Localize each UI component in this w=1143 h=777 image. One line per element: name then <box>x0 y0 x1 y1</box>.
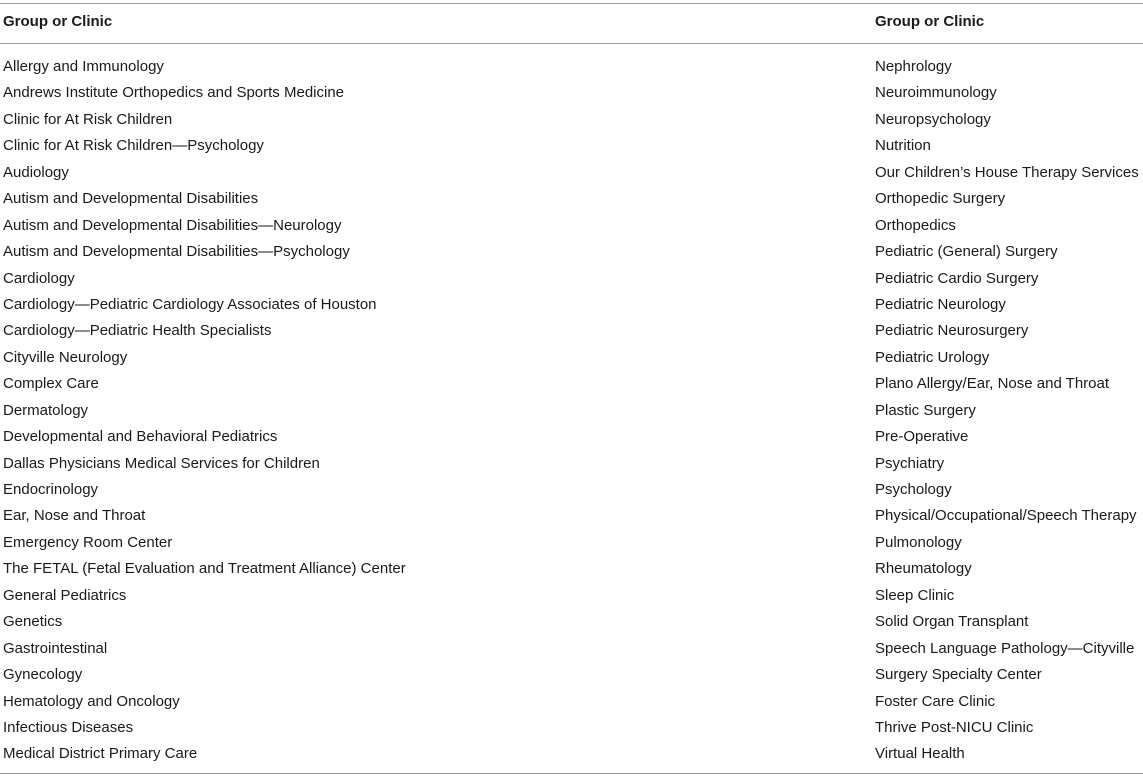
table-row <box>0 186 1143 212</box>
table-cell-col1: Dallas Physicians Medical Services for Children <box>3 454 320 472</box>
table-cell-col2: Foster Care Clinic <box>875 692 996 710</box>
table-cell-col2: Pre-Operative <box>875 428 969 446</box>
table-cell-col1: Autism and Developmental Disabilities—Psychology <box>3 243 350 261</box>
table-cell-col2: Pediatric Neurology <box>875 295 1006 313</box>
table-cell-col1: General Pediatrics <box>3 586 127 604</box>
header-divider-rule <box>0 43 1143 44</box>
table-cell-col1: Gastrointestinal <box>3 639 108 657</box>
table-cell-col2: Neuropsychology <box>875 110 991 128</box>
table-row <box>0 530 1143 556</box>
table-row <box>0 371 1143 397</box>
table-cell-col1: Developmental and Behavioral Pediatrics <box>3 428 278 446</box>
table-cell-col1: Clinic for At Risk Children <box>3 110 173 128</box>
table-cell-col2: Surgery Specialty Center <box>875 666 1042 684</box>
table-row <box>0 424 1143 450</box>
table-cell-col1: Infectious Diseases <box>3 718 134 736</box>
table-cell-col2: Plastic Surgery <box>875 401 976 419</box>
column-header-1: Group or Clinic <box>3 13 113 30</box>
table-cell-col2: Psychiatry <box>875 454 945 472</box>
table-cell-col1: Autism and Developmental Disabilities <box>3 190 259 208</box>
table-cell-col2: Pediatric Urology <box>875 348 990 366</box>
table-cell-col1: Cardiology—Pediatric Cardiology Associates of Houston <box>3 295 377 313</box>
table-cell-col2: Rheumatology <box>875 560 972 578</box>
table-row <box>0 266 1143 292</box>
table-cell-col2: Pediatric Cardio Surgery <box>875 269 1039 287</box>
table-row <box>0 80 1143 106</box>
table-row <box>0 54 1143 80</box>
table-cell-col1: Endocrinology <box>3 481 99 498</box>
table-row <box>0 556 1143 582</box>
column-header-2: Group or Clinic <box>875 13 985 30</box>
table-row <box>0 239 1143 265</box>
table-row <box>0 503 1143 529</box>
table-row <box>0 398 1143 424</box>
table-cell-col1: Audiology <box>3 163 69 181</box>
table-cell-col2: Nephrology <box>875 58 952 75</box>
table-cell-col1: Ear, Nose and Throat <box>3 507 146 525</box>
table-cell-col2: Physical/Occupational/Speech Therapy <box>875 507 1137 525</box>
table-cell-col2: Orthopedic Surgery <box>875 190 1006 208</box>
table-cell-col2: Psychology <box>875 481 952 498</box>
table-cell-col1: Clinic for At Risk Children—Psychology <box>3 137 264 155</box>
table-row <box>0 609 1143 635</box>
table-row <box>0 318 1143 344</box>
table-cell-col2: Orthopedics <box>875 216 956 234</box>
table-row <box>0 636 1143 662</box>
table-row <box>0 741 1143 767</box>
table-cell-col1: Cardiology—Pediatric Health Specialists <box>3 322 272 340</box>
table-row <box>0 160 1143 186</box>
table-cell-col2: Our Children’s House Therapy Services <box>875 163 1139 181</box>
table-row <box>0 213 1143 239</box>
table-row <box>0 689 1143 715</box>
table-bottom-rule <box>0 773 1143 774</box>
table-cell-col2: Neuroimmunology <box>875 84 997 102</box>
table-row <box>0 133 1143 159</box>
table-cell-col1: The FETAL (Fetal Evaluation and Treatment Alliance) Center <box>3 560 406 578</box>
table-cell-col1: Gynecology <box>3 666 83 684</box>
table-row <box>0 107 1143 133</box>
table-cell-col1: Emergency Room Center <box>3 533 173 551</box>
table-cell-col1: Cardiology <box>3 269 75 287</box>
table-row <box>0 715 1143 741</box>
table-cell-col2: Plano Allergy/Ear, Nose and Throat <box>875 375 1110 393</box>
table-cell-col1: Hematology and Oncology <box>3 692 180 710</box>
table-cell-col1: Medical District Primary Care <box>3 745 198 763</box>
table-row <box>0 292 1143 318</box>
table-row <box>0 583 1143 609</box>
table-body <box>0 54 1143 768</box>
table-cell-col2: Pediatric (General) Surgery <box>875 243 1058 261</box>
table-row <box>0 451 1143 477</box>
table-cell-col1: Genetics <box>3 613 63 631</box>
table-cell-col1: Dermatology <box>3 401 89 419</box>
table-cell-col2: Nutrition <box>875 137 931 155</box>
table-top-rule <box>0 3 1143 4</box>
table-cell-col2: Pulmonology <box>875 533 962 551</box>
table-cell-col2: Sleep Clinic <box>875 586 955 604</box>
table-cell-col2: Solid Organ Transplant <box>875 613 1029 631</box>
table-cell-col1: Autism and Developmental Disabilities—Neurology <box>3 216 342 234</box>
table-cell-col2: Thrive Post-NICU Clinic <box>875 718 1034 736</box>
table-row <box>0 662 1143 688</box>
table-cell-col1: Andrews Institute Orthopedics and Sports Medicine <box>3 84 345 102</box>
table-row <box>0 477 1143 503</box>
table-row <box>0 345 1143 371</box>
table-cell-col1: Complex Care <box>3 375 99 393</box>
table-cell-col2: Pediatric Neurosurgery <box>875 322 1029 340</box>
table-cell-col1: Cityville Neurology <box>3 348 128 366</box>
table-cell-col1: Allergy and Immunology <box>3 58 164 75</box>
table-cell-col2: Virtual Health <box>875 745 965 763</box>
table-cell-col2: Speech Language Pathology—Cityville <box>875 639 1135 657</box>
